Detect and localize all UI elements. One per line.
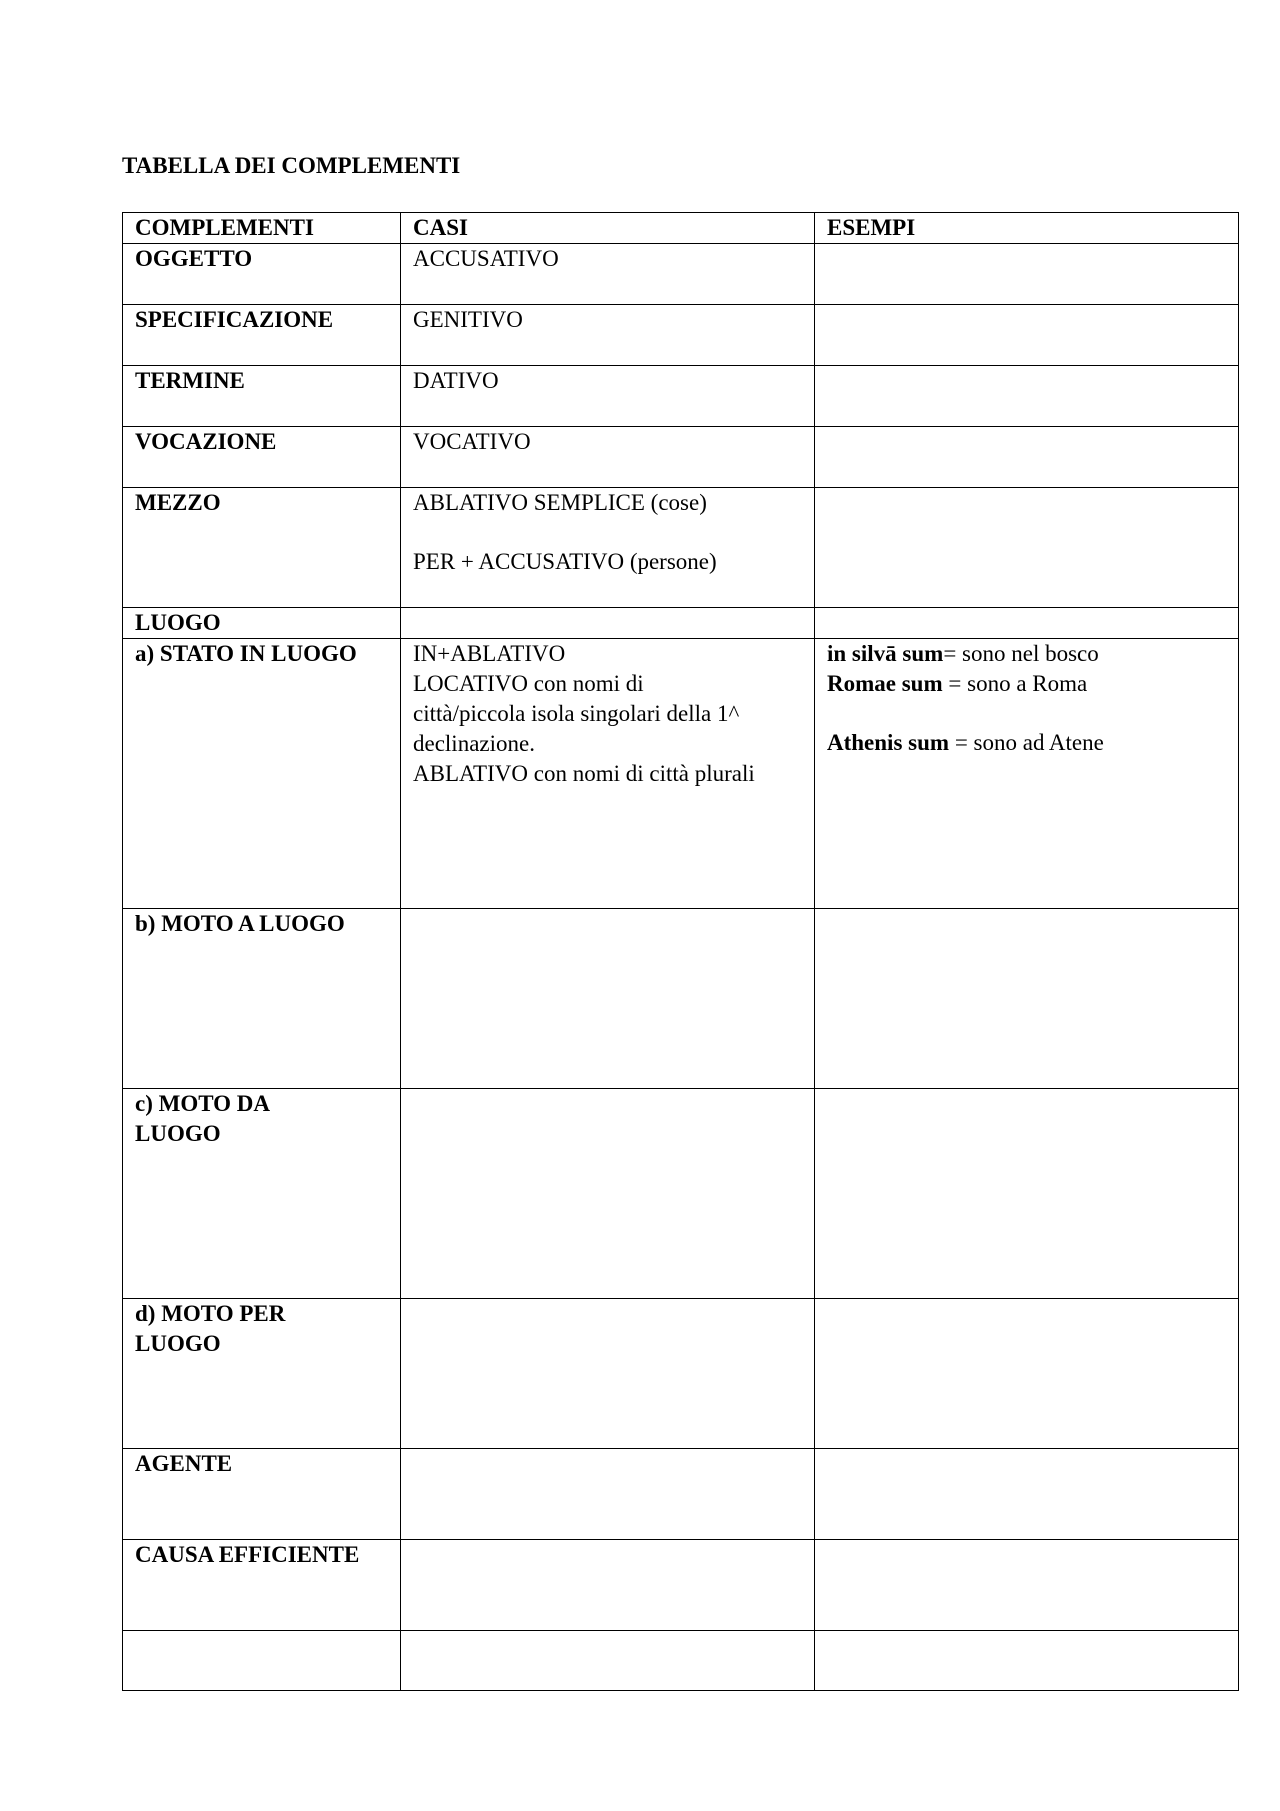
row-esempi xyxy=(815,1299,1239,1449)
row-caso: DATIVO xyxy=(401,366,815,427)
table-row-vocazione xyxy=(123,427,1239,488)
row-caso xyxy=(401,1631,815,1691)
row-name xyxy=(123,1631,401,1691)
caso-line: città/piccola isola singolari della 1^ xyxy=(413,701,740,726)
row-name: VOCAZIONE xyxy=(123,427,401,488)
row-caso xyxy=(401,488,815,608)
row-esempi xyxy=(815,608,1239,639)
caso-line: IN+ABLATIVO xyxy=(413,641,566,666)
row-name: AGENTE xyxy=(123,1449,401,1540)
name-line: LUOGO xyxy=(135,1331,221,1356)
esempio-line xyxy=(827,669,1226,699)
name-line: LUOGO xyxy=(135,1121,221,1146)
row-caso xyxy=(401,1089,815,1299)
caso-line: ABLATIVO con nomi di città plurali xyxy=(413,761,755,786)
table-row-causa-efficiente xyxy=(123,1540,1239,1631)
row-caso: GENITIVO xyxy=(401,305,815,366)
table-row-stato-in-luogo xyxy=(123,639,1239,909)
row-caso: ACCUSATIVO xyxy=(401,244,815,305)
caso-line: ABLATIVO SEMPLICE (cose) xyxy=(413,490,707,515)
row-caso: VOCATIVO xyxy=(401,427,815,488)
row-name: CAUSA EFFICIENTE xyxy=(123,1540,401,1631)
row-esempi xyxy=(815,909,1239,1089)
table-row-moto-a-luogo xyxy=(123,909,1239,1089)
table-header-row xyxy=(123,213,1239,244)
name-line: c) MOTO DA xyxy=(135,1091,271,1116)
row-esempi xyxy=(815,488,1239,608)
caso-line: PER + ACCUSATIVO (persone) xyxy=(413,549,717,574)
name-line: d) MOTO PER xyxy=(135,1301,286,1326)
row-esempi xyxy=(815,1449,1239,1540)
row-caso xyxy=(401,639,815,909)
caso-line: LOCATIVO con nomi di xyxy=(413,671,644,696)
row-caso xyxy=(401,909,815,1089)
caso-line: declinazione. xyxy=(413,731,535,756)
row-name: LUOGO xyxy=(123,608,401,639)
row-caso xyxy=(401,1299,815,1449)
row-name: OGGETTO xyxy=(123,244,401,305)
esempio-traduzione: = sono ad Atene xyxy=(949,730,1104,755)
table-row-empty xyxy=(123,1631,1239,1691)
esempio-traduzione: = sono nel bosco xyxy=(943,641,1099,666)
row-esempi xyxy=(815,639,1239,909)
blank-line xyxy=(413,518,802,547)
row-esempi xyxy=(815,305,1239,366)
blank-line xyxy=(827,699,1226,728)
table-row-oggetto xyxy=(123,244,1239,305)
row-name: MEZZO xyxy=(123,488,401,608)
esempio-latino: Romae sum xyxy=(827,671,943,696)
row-esempi xyxy=(815,244,1239,305)
row-name: SPECIFICAZIONE xyxy=(123,305,401,366)
esempio-latino: Athenis sum xyxy=(827,730,950,755)
row-caso xyxy=(401,608,815,639)
row-name: a) STATO IN LUOGO xyxy=(123,639,401,909)
row-name: b) MOTO A LUOGO xyxy=(123,909,401,1089)
table-row-moto-da-luogo xyxy=(123,1089,1239,1299)
page-title: TABELLA DEI COMPLEMENTI xyxy=(122,153,461,178)
row-name xyxy=(123,1299,401,1449)
esempio-line xyxy=(827,728,1226,758)
table-row-termine xyxy=(123,366,1239,427)
table-row-mezzo xyxy=(123,488,1239,608)
header-esempi: ESEMPI xyxy=(815,213,1239,244)
row-esempi xyxy=(815,366,1239,427)
row-esempi xyxy=(815,1089,1239,1299)
esempio-line xyxy=(827,639,1226,669)
table-row-agente xyxy=(123,1449,1239,1540)
table-row-luogo xyxy=(123,608,1239,639)
table-row-moto-per-luogo xyxy=(123,1299,1239,1449)
table-row-specificazione xyxy=(123,305,1239,366)
complementi-table xyxy=(122,212,1239,1691)
esempio-traduzione: = sono a Roma xyxy=(942,671,1088,696)
header-complementi: COMPLEMENTI xyxy=(123,213,401,244)
row-caso xyxy=(401,1449,815,1540)
row-esempi xyxy=(815,427,1239,488)
row-name xyxy=(123,1089,401,1299)
esempio-latino: in silvā sum xyxy=(827,641,944,666)
row-esempi xyxy=(815,1631,1239,1691)
row-caso xyxy=(401,1540,815,1631)
row-name: TERMINE xyxy=(123,366,401,427)
header-casi: CASI xyxy=(401,213,815,244)
row-esempi xyxy=(815,1540,1239,1631)
